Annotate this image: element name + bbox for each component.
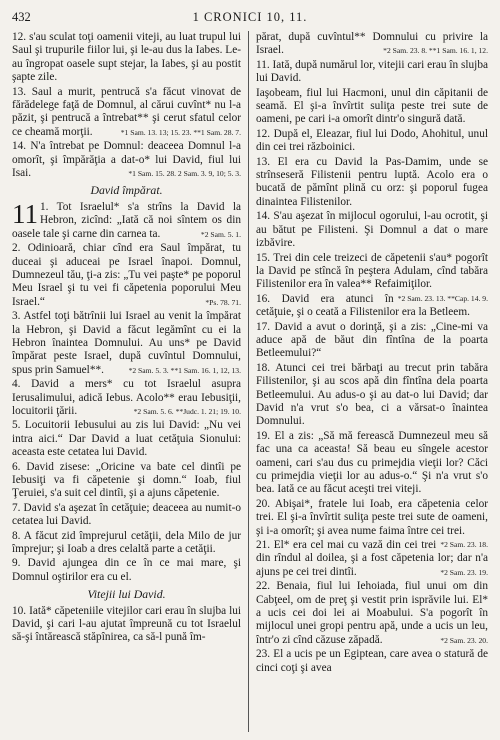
verse-11-16: 16. David era atunci în cetăţuie, şi o ceată a Filistenilor era la Betleem. xyxy=(256,292,470,319)
verse-text: 21. El* era cel mai cu vază din cei trei din rîndul al doilea, şi a fost căpetenia lor; dar n'a ajuns pe cei trei dintîi. xyxy=(256,539,488,578)
cross-reference: *1 Sam. 15. 28. 2 Sam. 3. 9, 10; 5. 3. xyxy=(128,169,241,179)
verse-11-5: 5. Locuitorii Iebusului au zis lui David: „Nu vei intra aici.“ Dar David a luat cetăţuia Sionului: aceasta este cetatea lui David. xyxy=(12,419,241,459)
left-column xyxy=(12,31,241,736)
verse-text: 2. Odinioară, chiar cînd era Saul împărat, tu duceai şi aduceai pe Israel înapoi. Domnul, Dumnezeul tău, ţi-a zis: „Tu vei paşte* pe poporul Meu Israel şi tu vei fi căpetenia poporului Meu Israel.“ xyxy=(12,242,241,308)
chapter-number: 11 xyxy=(12,198,38,229)
verse-text: 1. Tot Israelul* s'a strîns la David la Hebron, zicînd: „Iată că noi sîntem os din oasele tale şi carne din carnea ta. xyxy=(12,200,241,240)
verse-10-13 xyxy=(12,86,241,140)
verse-11-6: 6. David zisese: „Oricine va bate cel dintîi pe Iebusiţi va fi căpetenie şi domn.“ Ioab, fiul Ţeruiei, s'a suit cel dintîi, şi a ajuns căpetenie. xyxy=(12,460,241,500)
verse-11-7: 7. David s'a aşezat în cetăţuie; deaceea au numit-o cetatea lui David. xyxy=(12,501,241,528)
verse-11-12: 12. După el, Eleazar, fiul lui Dodo, Ahohitul, unul din cei trei războinici. xyxy=(256,127,488,154)
verse-11-18: 18. Atunci cei trei bărbaţi au trecut prin tabăra Filistenilor, şi au scos apă din fîntîna dela poarta Betleemului. Au adus-o şi au dat-o lui David; dar David n'a vrut s'o bea, ci a vărsat-o înaintea Domnului. xyxy=(256,361,488,428)
verse-11-10: 10. Iată* căpeteniile vitejilor cari erau în slujba lui David, şi cari l-au ajutat împreună cu tot Israelul să-şi întărească stăpînirea, ca să-l pună îm- xyxy=(12,604,241,644)
verse-11-11-continued: Iaşobeam, fiul lui Hacmoni, unul din căpitanii de seamă. El şi-a învîrtit suliţa peste trei sute de oameni, pe cari i-a omorît dintr'o singură dată. xyxy=(256,86,488,126)
verse-11-9: 9. David ajungea din ce în ce mai mare, şi Domnul oştirilor era cu el. xyxy=(12,557,241,583)
cross-reference: *2 Sam. 23. 8. **1 Sam. 16. 1, 12. xyxy=(383,46,488,56)
verse-text: 20. Abişai*, fratele lui Ioab, era căpetenia celor trei. El şi-a învîrtit suliţa peste trei sute de oameni, şi i-a omorît; şi avea nume faima între cei trei. xyxy=(256,497,488,537)
verse-11-3 xyxy=(12,310,241,377)
verse-text: 15. Trei din cele treizeci de căpetenii s'au* pogorît la David pe stîncă în peştera Adulam, cînd tabăra Filistenilor era în valea** Refaimiţilor. xyxy=(256,251,488,291)
verse-11-20 xyxy=(256,497,488,550)
running-title: 1 CRONICI 10, 11. xyxy=(192,10,308,24)
verse-11-22 xyxy=(256,580,488,647)
cross-reference: *2 Sam. 5. 6. **Judc. 1. 21; 19. 10. xyxy=(133,406,241,416)
verse-10-14 xyxy=(12,140,241,180)
verse-11-2 xyxy=(12,242,241,309)
verse-11-13: 13. El era cu David la Pas-Damim, unde se strînseseră Filistenii pentru luptă. Acolo era o bucată de pămînt plină cu orz: şi poporul fugea dinaintea Filistenilor. xyxy=(256,155,488,208)
column-divider xyxy=(248,31,249,732)
verse-11-23: 23. El a ucis pe un Egiptean, care avea o statură de cinci coţi şi avea xyxy=(256,648,488,674)
section-heading: Vitejii lui David. xyxy=(87,587,166,602)
cross-reference: *2 Sam. 23. 18. xyxy=(440,540,488,550)
verse-text: 22. Benaia, fiul lui Iehoiada, fiul unui om din Cabţeel, om de preţ şi vestit prin isprăvile lui. El* a ucis cei doi lei ai Moabului. S'a pogorît în mijlocul unei gropi pentru apă, unde a ucis un leu, într'o zi cînd căzuse zăpadă. xyxy=(256,580,488,646)
cross-reference: *2 Sam. 5. 1. xyxy=(200,229,241,239)
verse-11-10-continued xyxy=(256,31,488,58)
verse-11-8: 8. A făcut zid împrejurul cetăţii, dela Milo de jur împrejur; şi Ioab a dres celaltă parte a cetăţii. xyxy=(12,529,241,556)
section-heading: David împărat. xyxy=(90,183,163,198)
cross-reference: *2 Sam. 23. 20. xyxy=(440,635,488,645)
verse-text: 3. Astfel toţi bătrînii lui Israel au venit la împărat la Hebron, şi David a făcut legămînt cu ei la Hebron înaintea Domnului. Au uns* pe David împărat peste Israel, după cuvîntul Domnului, spus prin Samuel**. xyxy=(12,310,241,376)
verse-text: 4. David a mers* cu tot Israelul asupra Ierusalimului, adică Iebus. Acolo** erau Iebusiţii, locuitorii ţării. xyxy=(12,378,241,417)
verse-11-17: 17. David a avut o dorinţă, şi a zis: „Cine-mi va aduce apă de băut din fîntîna de la poarta Betleemului?“ xyxy=(256,320,488,360)
page-header xyxy=(12,10,488,26)
verse-text: 14. N'a întrebat pe Domnul: deaceea Domnul l-a omorît, şi împărăţia a dat-o* lui David, fiul lui Isai. xyxy=(12,140,241,180)
verse-11-11: 11. Iată, după numărul lor, vitejii cari erau în slujba lui David. xyxy=(256,58,488,85)
cross-reference: *1 Sam. 13. 13; 15. 23. **1 Sam. 28. 7. xyxy=(120,127,241,137)
verse-11-1 xyxy=(12,198,241,241)
verse-11-15 xyxy=(256,251,488,303)
verse-text: 13. Saul a murit, pentrucă s'a făcut vinovat de fărădelege faţă de Domnul, al cărui cuvînt* nu l-a păzit, şi pentrucă a întrebat** şi cerut sfatul celor ce cheamă morţii. xyxy=(12,85,241,138)
verse-text: părat, după cuvîntul** Domnului cu privire la Israel. xyxy=(256,31,488,57)
verse-10-12: 12. s'au sculat toţi oamenii viteji, au luat trupul lui Saul şi trupurile fiilor lui, şi le-au dus la Iabes. Le-au îngropat oasele supt stejar, la Iabes, şi au postit şapte zile. xyxy=(12,31,241,84)
verse-11-19: 19. El a zis: „Să mă ferească Dumnezeul meu să fac una ca aceasta! Să beau eu sîngele acestor oameni, cari s'au dus cu primejdia vieţii lor? Căci cu primejdia vieţii lor au adus-o.“ Şi n'a vrut s'o bea. Iată ce au făcut aceşti trei viteji. xyxy=(256,429,488,496)
verse-11-14: 14. S'au aşezat în mijlocul ogorului, l-au ocrotit, şi au bătut pe Filisteni. Şi Domnul a dat o mare izbăvire. xyxy=(256,210,488,250)
cross-reference: *Ps. 78. 71. xyxy=(205,297,241,307)
page-number: 432 xyxy=(12,10,31,24)
cross-reference: *2 Sam. 23. 19. xyxy=(440,567,488,577)
cross-reference: *2 Sam. 5. 3. **1 Sam. 16. 1, 12, 13. xyxy=(128,365,241,375)
cross-reference: *2 Sam. 23. 13. **Cap. 14. 9. xyxy=(397,293,488,303)
verse-11-4 xyxy=(12,378,241,418)
right-column xyxy=(256,31,488,736)
